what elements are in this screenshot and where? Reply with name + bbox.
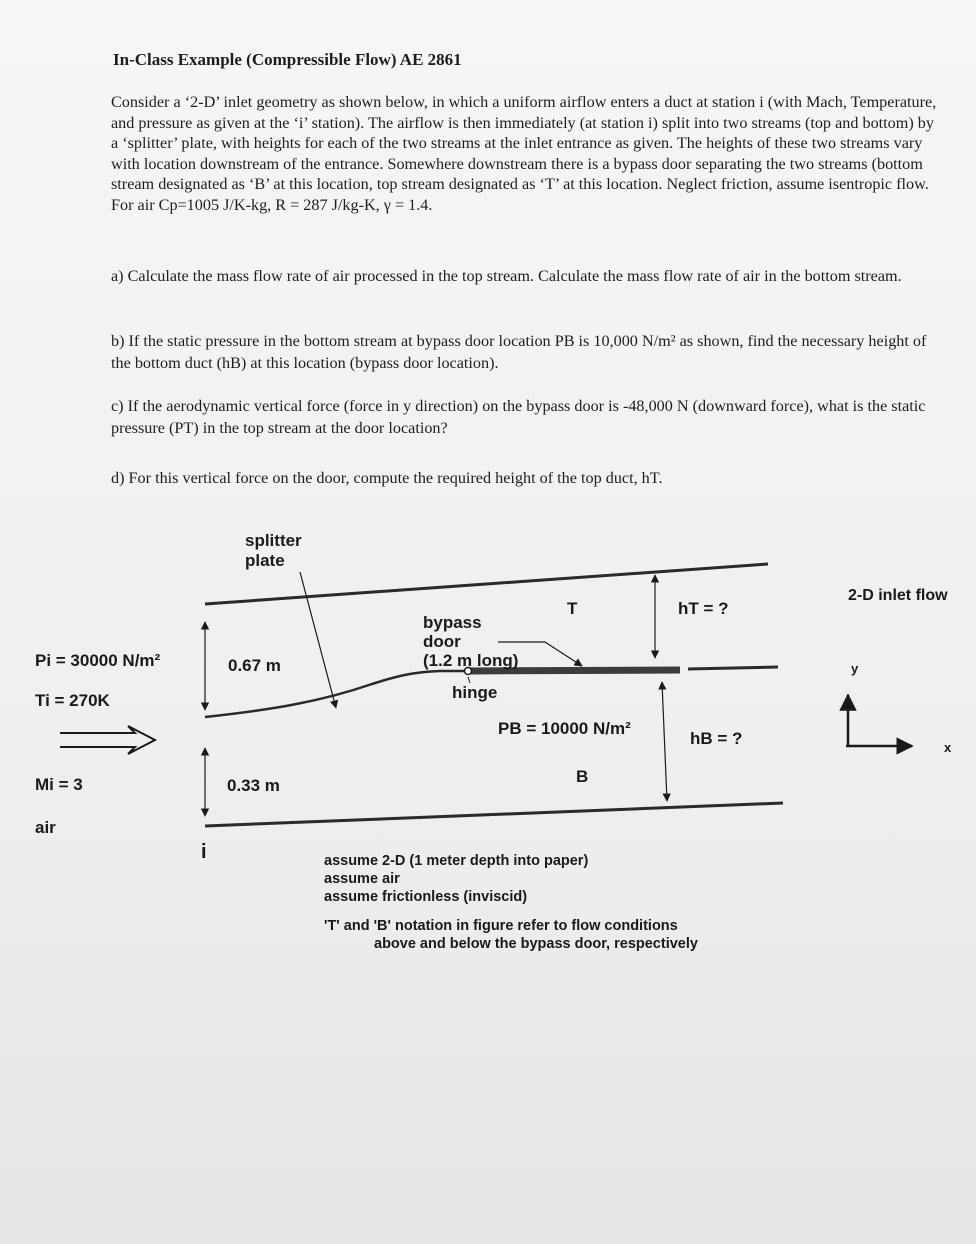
question-d: d) For this vertical force on the door, compute the required height of the top duct, hT. — [111, 469, 663, 487]
splitter-label-2: plate — [245, 551, 285, 570]
question-c: c) If the aerodynamic vertical force (force in y direction) on the bypass door is -48,000 N (downward force), what is the static pressure (PT) in the top stream at the door location? — [111, 397, 926, 437]
inlet-temperature-label: Ti = 270K — [35, 691, 110, 710]
note-inviscid: assume frictionless (inviscid) — [324, 889, 528, 905]
note-tb-line2: above and below the bypass door, respectively — [374, 936, 698, 952]
pb-label: PB = 10000 N/m² — [498, 719, 631, 738]
note-depth: assume 2-D (1 meter depth into paper) — [324, 853, 589, 869]
ht-label: hT = ? — [678, 599, 729, 618]
document-title: In-Class Example (Compressible Flow) AE 2861 — [113, 50, 462, 69]
question-b: b) If the static pressure in the bottom stream at bypass door location PB is 10,000 N/m² as shown, find the necessary height of the bottom duct (hB) at this location (bypass door location). — [111, 332, 927, 372]
axis-x-label: x — [944, 740, 952, 755]
bypass-label-1: bypass — [423, 613, 482, 632]
inlet-pressure-label: Pi = 30000 N/m² — [35, 651, 161, 670]
splitter-continuation — [688, 667, 778, 669]
inlet-mach-label: Mi = 3 — [35, 775, 83, 794]
hb-label: hB = ? — [690, 729, 743, 748]
note-air: assume air — [324, 871, 400, 887]
top-height-label: 0.67 m — [228, 656, 281, 675]
question-a: a) Calculate the mass flow rate of air processed in the top stream. Calculate the mass flow rate of air in the bottom stream. — [111, 267, 902, 285]
station-label: i — [201, 841, 207, 863]
duct-bottom-wall — [205, 803, 783, 826]
inlet-flow-label: 2-D inlet flow — [848, 587, 948, 604]
bypass-door — [468, 670, 680, 671]
splitter-plate — [205, 671, 470, 717]
bottom-height-label: 0.33 m — [227, 776, 280, 795]
problem-statement: Consider a ‘2-D’ inlet geometry as shown below, in which a uniform airflow enters a duct at station i (with Mach, Temperature, and pressure as given at the ‘i’ station). The airflow is then immediately (at station i) split into two streams (top and bottom) by a ‘splitter’ plate, with heights for each of the two streams at the inlet entrance as given. The heights of these two streams vary with location downstream of the entrance. Somewhere downstream there is a bypass door separating the two streams (bottom stream designated as ‘B’ at this location, top stream designated as ‘T’ at this location. Neglect friction, assume isentropic flow. For air Cp=1005 J/K-kg, R = 287 J/kg-K, γ = 1.4. — [111, 93, 937, 214]
axis-y-label: y — [851, 661, 859, 676]
air-label: air — [35, 818, 56, 837]
bottom-stream-label: B — [576, 767, 589, 786]
hinge-label: hinge — [452, 683, 498, 702]
splitter-label-1: splitter — [245, 531, 302, 550]
top-stream-label: T — [567, 599, 578, 618]
bypass-label-3: (1.2 m long) — [423, 651, 519, 670]
duct-top-wall — [205, 564, 768, 604]
hb-dimension — [662, 682, 667, 801]
splitter-leader-arrow — [300, 572, 336, 708]
bypass-label-2: door — [423, 632, 461, 651]
note-tb-line1: 'T' and 'B' notation in figure refer to flow conditions — [324, 918, 678, 934]
flow-arrow-icon — [60, 726, 155, 754]
